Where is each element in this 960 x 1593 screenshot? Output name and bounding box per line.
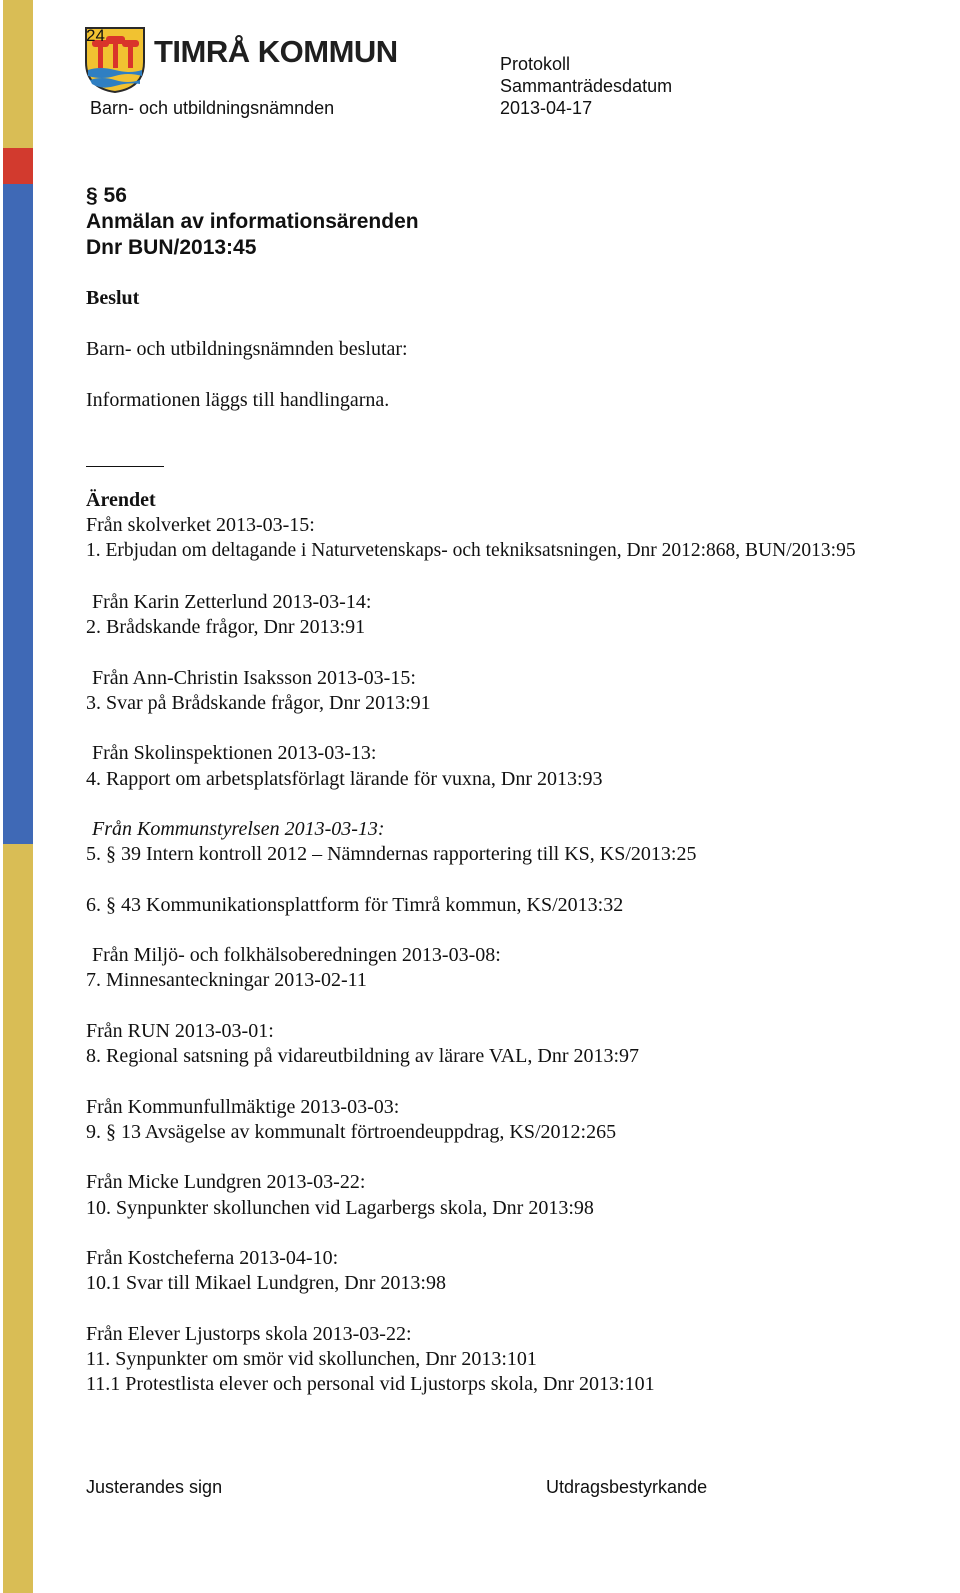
stripe-yellow-bottom	[3, 844, 33, 1593]
item-line: 10. Synpunkter skollunchen vid Lagarbergs skola, Dnr 2013:98	[86, 1197, 594, 1219]
item-line: 5. § 39 Intern kontroll 2012 – Nämndernas rapportering till KS, KS/2013:25	[86, 843, 697, 865]
stripe-red	[3, 148, 33, 184]
source-line: Från Karin Zetterlund 2013-03-14:	[92, 591, 372, 613]
page-number: 24	[86, 26, 105, 45]
separator-rule	[86, 466, 164, 467]
item-line: 2. Brådskande frågor, Dnr 2013:91	[86, 616, 366, 638]
beslut-line-2: Informationen läggs till handlingarna.	[86, 389, 390, 411]
source-line: Från Kommunstyrelsen 2013-03-13:	[92, 818, 385, 840]
date-value: 2013-04-17	[500, 98, 593, 118]
brand-name: TIMRÅ KOMMUN	[154, 34, 398, 69]
item-line: 11.1 Protestlista elever och personal vid Ljustorps skola, Dnr 2013:101	[86, 1373, 655, 1395]
beslut-heading: Beslut	[86, 287, 140, 309]
footer-utdragsbestyrkande: Utdragsbestyrkande	[546, 1477, 708, 1497]
source-line: Från Kommunfullmäktige 2013-03-03:	[86, 1096, 400, 1118]
section-dnr: Dnr BUN/2013:45	[86, 236, 257, 259]
arendet-heading: Ärendet	[86, 489, 156, 511]
stripe-blue	[3, 184, 33, 844]
source-line: Från Micke Lundgren 2013-03-22:	[86, 1171, 366, 1193]
item-line: 3. Svar på Brådskande frågor, Dnr 2013:91	[86, 692, 431, 714]
item-line: 1. Erbjudan om deltagande i Naturvetenskaps- och tekniksatsningen, Dnr 2012:868, BUN/2013:95	[86, 540, 856, 561]
stripe-yellow-top	[3, 0, 33, 148]
item-line: 11. Synpunkter om smör vid skollunchen, Dnr 2013:101	[86, 1348, 537, 1370]
item-line: 9. § 13 Avsägelse av kommunalt förtroendeuppdrag, KS/2012:265	[86, 1121, 617, 1143]
source-line: Från Ann-Christin Isaksson 2013-03-15:	[92, 667, 416, 689]
section-title: Anmälan av informationsärenden	[86, 210, 419, 233]
source-line: Från RUN 2013-03-01:	[86, 1020, 274, 1042]
beslut-line-1: Barn- och utbildningsnämnden beslutar:	[86, 338, 408, 360]
item-line: 7. Minnesanteckningar 2013-02-11	[86, 969, 367, 991]
source-line: Från Kostcheferna 2013-04-10:	[86, 1247, 339, 1269]
section-number: § 56	[86, 184, 127, 207]
footer-justerandes-sign: Justerandes sign	[86, 1477, 223, 1497]
item-line: 8. Regional satsning på vidareutbildning av lärare VAL, Dnr 2013:97	[86, 1045, 640, 1067]
doc-type: Protokoll	[500, 54, 571, 74]
date-label: Sammanträdesdatum	[500, 76, 673, 96]
source-line: Från Miljö- och folkhälsoberedningen 2013-03-08:	[92, 944, 501, 966]
item-line: 6. § 43 Kommunikationsplattform för Timrå kommun, KS/2013:32	[86, 894, 624, 916]
source-line: Från Skolinspektionen 2013-03-13:	[92, 742, 377, 764]
source-line: Från skolverket 2013-03-15:	[86, 514, 315, 536]
committee-name: Barn- och utbildningsnämnden	[90, 98, 335, 118]
item-line: 4. Rapport om arbetsplatsförlagt lärande för vuxna, Dnr 2013:93	[86, 768, 603, 790]
item-line: 10.1 Svar till Mikael Lundgren, Dnr 2013:98	[86, 1272, 446, 1294]
source-line: Från Elever Ljustorps skola 2013-03-22:	[86, 1323, 412, 1345]
